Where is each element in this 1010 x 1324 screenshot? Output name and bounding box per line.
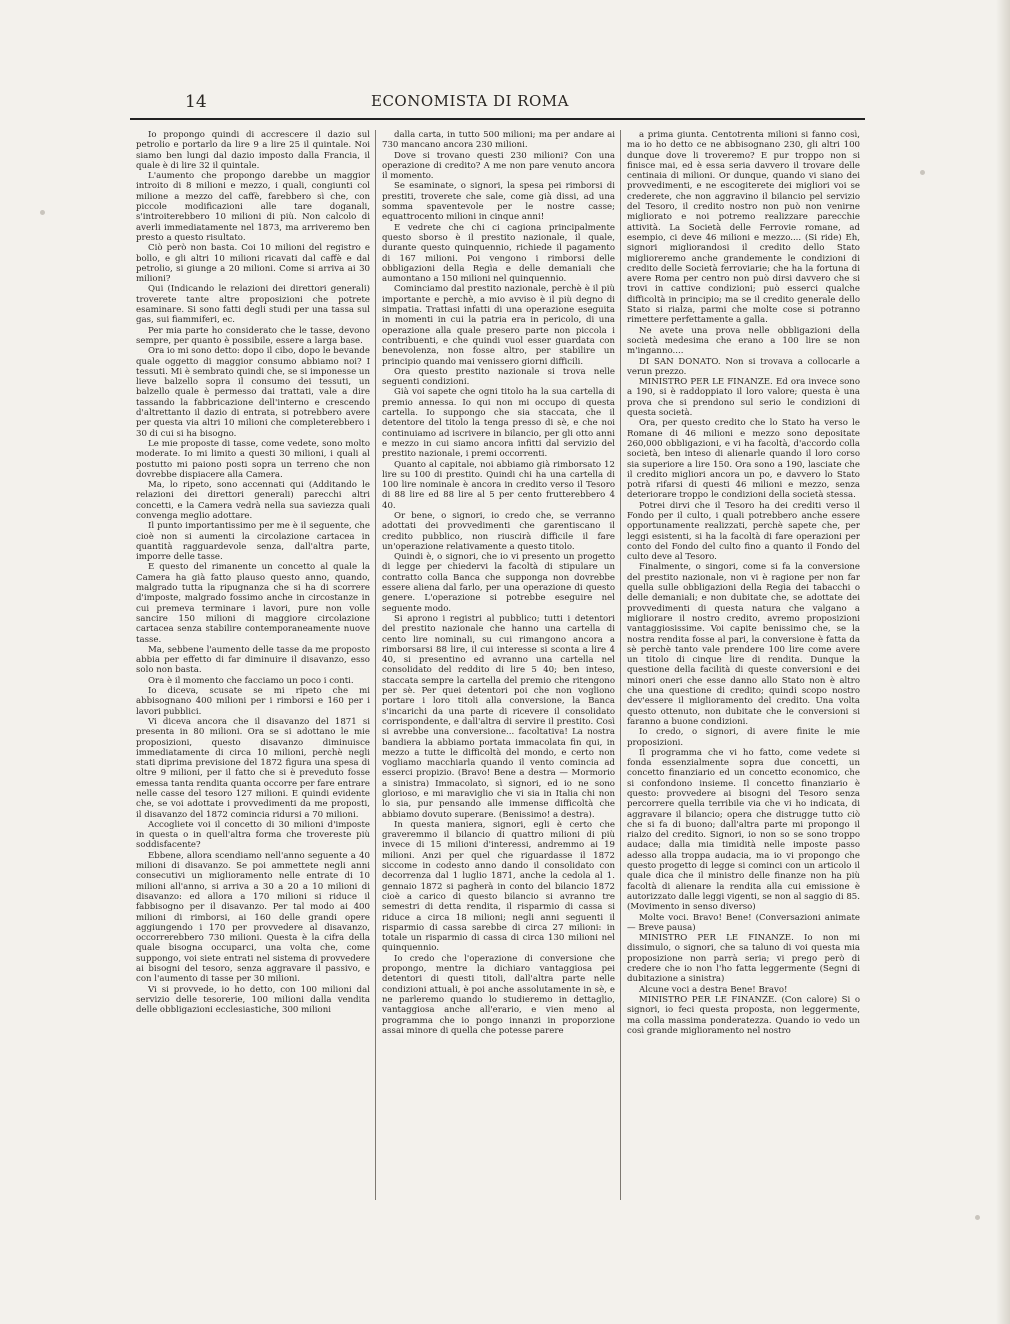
- paragraph: Ciò però non basta. Coi 10 milioni del registro e bollo, e gli altri 10 milioni ricavati dal caffè e dal petrolio, si giunge a 20 milioni. Come si arriva ai 30 milioni?: [136, 243, 370, 285]
- paper-speck: [920, 170, 925, 175]
- paragraph: Molte voci. Bravo! Bene! (Conversazioni animate — Breve pausa): [627, 912, 860, 933]
- paragraph: MINISTRO PER LE FINANZE. Io non mi dissimulo, o signori, che sa taluno di voi questa mia proposizione non parrà seria; vi prego però di credere che io non l'ho fatta leggermente (Segni di dubitazione a sinistra): [627, 933, 860, 985]
- paragraph: Ma, sebbene l'aumento delle tasse da me proposto abbia per effetto di far diminuire il disavanzo, esso solo non basta.: [136, 644, 370, 676]
- paragraph: Ora, per questo credito che lo Stato ha verso le Romane di 46 milioni e mezzo sono depositate 260,000 obbligazioni, e vi ha facoltà, d'accordo colla società, ben inteso di alienarle quando il loro corso sia superiore a lire 150. Ora sono a 190, lasciate che il credito migliori ancora un po, e davvero lo Stato potrà rifarsi di questi 46 milioni e mezzo, senza deteriorare troppo le condizioni della società stessa.: [627, 418, 860, 501]
- paragraph: Già voi sapete che ogni titolo ha la sua cartella di premio annessa. Io qui non mi occupo di questa cartella. Io suppongo che sia staccata, che il detentore del titolo la tenga presso di sè, e che noi continuiamo ad iscrivere in bilancio, per gli otto anni e mezzo in cui siamo ancora infitti dal servizio del prestito nazionale, i premi occorrenti.: [382, 387, 615, 460]
- paragraph: Ma, lo ripeto, sono accennati qui (Additando le relazioni dei direttori generali) parecchi altri concetti, e la Camera vedrà nella sua saviezza quali convenga meglio adottare.: [136, 480, 370, 521]
- paragraph: a prima giunta. Centotrenta milioni si fanno così, ma io ho detto ce ne abbisognano 230, gli altri 100 dunque dove li troveremo? E pur troppo non si finisce mai, ed è essa seria davvero il trovare delle centinaia di milioni. Or dunque, quando vi siano dei provvedimenti, e ne escogiterete dei migliori voi se crederete, che non aggravino il bilancio pel servizio del Tesoro, il credito nostro non può non venirne migliorato e noi potremo realizzare parecchie attività. La Società delle Ferrovie romane, ad esempio, ci deve 46 milioni e mezzo.... (Si ride) Eh, signori migliorandosi il credito dello Stato miglioreremo anche grandemente le condizioni di credito delle Società ferroviarie; che ha la fortuna di avere Roma per centro non può dirsi davvero che si trovi in cattive condizioni; può esserci qualche difficoltà in principio; ma se il credito generale dello Stato si rialza, parmi che molte cose si potranno rimettere perfettamente a galla.: [627, 130, 860, 326]
- header-rule: [130, 118, 865, 120]
- paper-speck: [40, 210, 45, 215]
- paragraph: In questa maniera, signori, egli è certo che graveremmo il bilancio di quattro milioni di più invece di 15 milioni d'interessi, andremmo ai 19 milioni. Anzi per quel che riguardasse il 1872 siccome in codesto anno dando il consolidato con decorrenza dal 1 luglio 1871, anche la cedola al 1. gennaio 1872 si pagherà in conto del bilancio 1872 cioè a carico di questo bilancio si avranno tre semestri di detta rendita, il risparmio di cassa si riduce a circa 18 milioni; negli anni seguenti il risparmio di cassa sarebbe di circa 27 milioni: in totale un risparmio di cassa di circa 130 milioni nel quinquennio.: [382, 819, 615, 954]
- paragraph: DI SAN DONATO. Non si trovava a collocarle a verun prezzo.: [627, 356, 860, 377]
- paragraph: E questo del rimanente un concetto al quale la Camera ha già fatto plauso questo anno, quando, malgrado tutta la ripugnanza che si ha di scorrere d'imposte, malgrado fossimo anche in circostanze in cui premeva terminare i lavori, pure non volle sancire 150 milioni di maggiore circolazione cartacea senza stabilire contemporaneamente nuove tasse.: [136, 562, 370, 645]
- paragraph: Qui (Indicando le relazioni dei direttori generali) troverete tante altre proposizioni che potrete esaminare. Si sono fatti degli studi per una tassa sul gas, sui fiammiferi, ec.: [136, 284, 370, 326]
- paragraph: Quindi è, o signori, che io vi presento un progetto di legge per chiedervi la facoltà di stipulare un contratto colla Banca che supponga non dovrebbe essere aliena dal farlo, per una operazione di questo genere. L'operazione si potrebbe eseguire nel seguente modo.: [382, 552, 615, 614]
- column-2: [375, 130, 620, 1200]
- page-header: [130, 92, 810, 116]
- running-title: ECONOMISTA DI ROMA: [371, 92, 569, 110]
- paragraph: MINISTRO PER LE FINANZE. Ed ora invece sono a 190, si è raddoppiato il loro valore; questa è una prova che si prendono sul serio le condizioni di questa società.: [627, 377, 860, 419]
- paragraph: Il programma che vi ho fatto, come vedete si fonda essenzialmente sopra due concetti, un concetto finanziario ed un concetto economico, che si confondono insieme. Il concetto finanziario è questo: provvedere ai bisogni del Tesoro senza percorrere quella terribile via che vi ho indicata, di aggravare il bilancio; opera che distrugge tutto ciò che si fa di buono; dall'altra parte mi propongo il rialzo del credito. Signori, io non so se sono troppo audace; dalla mia timidità nelle imposte passo adesso alla troppa audacia, ma io vi propongo che questo progetto di legge si cominci con un articolo il quale dica che il ministro delle finanze non ha più facoltà di alienare la rendita alla cui emissione è autorizzato dalle leggi vigenti, se non al saggio di 85. (Movimento in senso diverso): [627, 747, 860, 913]
- page-number: 14: [185, 92, 207, 112]
- paragraph: Potrei dirvi che il Tesoro ha dei crediti verso il Fondo per il culto, i quali potrebbero anche essere opportunamente realizzati, perchè sapete che, per leggi esistenti, si ha la facoltà di fare operazioni per conto del Fondo del culto fino a quanto il Fondo del culto deve al Tesoro.: [627, 500, 860, 563]
- paragraph: Io credo che l'operazione di conversione che propongo, mentre la dichiaro vantaggiosa pei detentori di questi titoli, dall'altra parte nelle condizioni attuali, è poi anche assolutamente in sè, e ne parleremo quando lo studieremo in dettaglio, vantaggiosa anche all'erario, e vien meno al programma che io pongo innanzi in proporzione assai minore di quella che potesse parere: [382, 953, 615, 1036]
- paragraph: Le mie proposte di tasse, come vedete, sono molto moderate. Io mi limito a questi 30 milioni, i quali al postutto mi paiono posti sopra un terreno che non dovrebbe dispiacere alla Camera.: [136, 438, 370, 480]
- paragraph: Alcune voci a destra Bene! Bravo!: [639, 984, 788, 995]
- paragraph: Ora questo prestito nazionale si trova nelle seguenti condizioni.: [382, 366, 615, 388]
- paragraph: Io propongo quindi di accrescere il dazio sul petrolio e portarlo da lire 9 a lire 25 il quintale. Noi siamo ben lungi dal dazio imposto dalla Francia, il quale è di lire 32 il quintale.: [136, 130, 370, 171]
- paragraph: Dove si trovano questi 230 milioni? Con una operazione di credito? A me non pare venuto ancora il momento.: [382, 150, 615, 182]
- paragraph: Se esaminate, o signori, la spesa pei rimborsi di prestiti, troverete che sale, come già dissi, ad una somma spaventevole per le nostre casse; equattrocento milioni in cinque anni!: [382, 181, 615, 223]
- paragraph: Cominciamo dal prestito nazionale, perchè è il più importante e perchè, a mio avviso è il più degno di simpatia. Trattasi infatti di una operazione eseguita in momenti in cui la patria era in pericolo, di una operazione alla quale presero parte non piccola i contribuenti, e che quindi vuol esser guardata con benevolenza, non fosse altro, per stabilire un principio quando mai venissero giorni difficili.: [382, 284, 615, 367]
- paragraph: Accogliete voi il concetto di 30 milioni d'imposte in questa o in quell'altra forma che trovereste più soddisfacente?: [136, 819, 370, 851]
- paragraph: Ora io mi sono detto: dopo il cibo, dopo le bevande quale oggetto di maggior consumo abbiamo noi? I tessuti. Mi è sembrato quindi che, se si imponesse un lieve balzello sopra il consumo dei tessuti, un balzello quale è permesso dai trattati, vale a dire tassando la fabbricazione dell'interno e crescendo d'altrettanto il dazio di entrata, si potrebbero avere per questa via altri 10 milioni che completerebbero i 30 di cui si ha bisogno.: [136, 346, 370, 439]
- paragraph: Ne avete una prova nelle obbligazioni della società medesima che erano a 100 lire se non m'inganno....: [627, 325, 860, 357]
- paragraph: Vi diceva ancora che il disavanzo del 1871 si presenta in 80 milioni. Ora se si adottano le mie proposizioni, questo disavanzo diminuisce immediatamente di circa 10 milioni, perchè negli stati diprima previsione del 1872 figura una spesa di oltre 9 milioni, per il fatto che si è preveduto fosse emessa tanta rendita quanta occorre per fare entrare nelle casse del tesoro 127 milioni. E quindi evidente che, se voi adottate i provvedimenti da me proposti, il disavanzo del 1872 comincia ridursi a 70 milioni.: [136, 716, 370, 820]
- column-1: [130, 130, 375, 1200]
- paragraph: MINISTRO PER LE FINANZE. (Con calore) Si o signori, io feci questa proposta, non leggermente, ma colla massima ponderatezza. Quando io vedo un così grande miglioramento nel nostro: [627, 994, 860, 1036]
- text-columns: [130, 130, 865, 1200]
- paragraph: Ora è il momento che facciamo un poco i conti.: [148, 675, 354, 686]
- paragraph: Finalmente, o singori, come si fa la conversione del prestito nazionale, non vi è ragione per non far quella sulle obbligazioni della Regìa dei tabacchi o delle demaniali; e non dubitate che, se adottate dei provvedimenti di questa natura che valgano a migliorare il nostro credito, avremo proposizioni vantaggiosissime. Voi capite benissimo che, se la nostra rendita fosse al pari, la conversione è fatta da sè perchè tanto vale prendere 100 lire come avere un titolo di cinque lire di rendita. Dunque la questione della facilità di queste conversioni e dei minori oneri che esse danno allo Stato non è altro che una questione di credito; quindi scopo nostro dev'essere il miglioramento del credito. Una volta questo ottenuto, non dubitate che le conversioni si faranno a buone condizioni.: [627, 562, 860, 727]
- paragraph: Io diceva, scusate se mi ripeto che mi abbisognano 400 milioni per i rimborsi e 160 per i lavori pubblici.: [136, 686, 370, 717]
- paragraph: L'aumento che propongo darebbe un maggior introito di 8 milioni e mezzo, i quali, congiunti col milione a mezzo del caffè, farebbero sì che, con piccole modificazioni alle tare doganali, s'introiterebbero 10 milioni di più. Non calcolo di averli immediatamente nel 1873, ma arriveremo ben presto a questo risultato.: [136, 171, 370, 243]
- page-edge-shadow: [996, 0, 1010, 1324]
- paper-speck: [975, 1215, 980, 1220]
- paragraph: Quanto al capitale, noi abbiamo già rimborsato 12 lire su 100 di prestito. Quindi chi ha una cartella di 100 lire nominale è ancora in credito verso il Tesoro di 88 lire ed 88 lire al 5 per cento frutterebbero 4 40.: [382, 459, 615, 511]
- paragraph: Si aprono i registri al pubblico; tutti i detentori del prestito nazionale che hanno una cartella di cento lire nominali, su cui rimangono ancora a rimborsarsi 88 lire, il cui interesse si sconta a lire 4 40, si presentino ed avranno una cartella nel consolidato del reddito di lire 5 40; ben inteso, staccata sempre la cartella del premio che ritengono per sè. Per quei detentori poi che non vogliono portare i loro titoli alla conversione, la Banca s'incarichi da una parte di ricevere il consolidato corrispondente, e dall'altra di servire il prestito. Così si avrebbe una conversione... facoltativa! La nostra bandiera la abbiamo portata immacolata fin qui, in mezzo a tutte le difficoltà del mondo, e certo non vogliamo macchiarla quando il vento comincia ad esserci propizio. (Bravo! Bene a destra — Mormorio a sinistra) Immacolato, sì signori, ed io ne sono glorioso, e mi maraviglio che vi sia in Italia chi non lo sia, pur pensando alle immense difficoltà che abbiamo dovuto superare. (Benissimo! a destra).: [382, 613, 615, 820]
- paragraph: Or bene, o signori, io credo che, se verranno adottati dei provvedimenti che garentiscano il credito pubblico, non riuscirà difficile il fare un'operazione relativamente a questo titolo.: [382, 510, 615, 552]
- paragraph: Il punto importantissimo per me è il seguente, che cioè non si aumenti la circolazione cartacea in quantità ragguardevole senza, dall'altra parte, imporre delle tasse.: [136, 521, 370, 563]
- paragraph: E vedrete che chi ci cagiona principalmente questo sborso è il prestito nazionale, il quale, durante questo quinquennio, richiede il pagamento di 167 milioni. Poi vengono i rimborsi delle obbligazioni della Regìa e delle demaniali che aumontano a 150 milioni nel quinquennio.: [382, 222, 615, 285]
- column-3: [620, 130, 865, 1200]
- paragraph: Vi si provvede, io ho detto, con 100 milioni dal servizio delle tesorerie, 100 milioni dalla vendita delle obbligazioni ecclesiastiche, 300 milioni: [136, 984, 370, 1016]
- paragraph: dalla carta, in tutto 500 milioni; ma per andare ai 730 mancano ancora 230 milioni.: [382, 130, 615, 151]
- paragraph: Per mia parte ho considerato che le tasse, devono sempre, per quanto è possibile, essere a larga base.: [136, 325, 370, 346]
- paragraph: Ebbene, allora scendiamo nell'anno seguente a 40 milioni di disavanzo. Se poi ammettete negli anni consecutivi un miglioramento nelle entrate di 10 milioni all'anno, si arriva a 30 a 20 a 10 milioni di disavanzo: ed allora a 170 milioni si riduce il fabbisogno per il disavanzo. Per tal modo ai 400 milioni di rimborsi, ai 160 delle grandi opere aggiungendo i 170 per provvedere al disavanzo, occorrerebbero 730 milioni. Questa è la cifra della quale bisogna occuparci, una volta che, come suppongo, voi siete entrati nel sistema di provvedere ai bisogni del tesoro, senza aggravare il passivo, e con l'aumento di tasse per 30 milioni.: [136, 850, 370, 985]
- paragraph: Io credo, o signori, di avere finite le mie proposizioni.: [627, 727, 860, 748]
